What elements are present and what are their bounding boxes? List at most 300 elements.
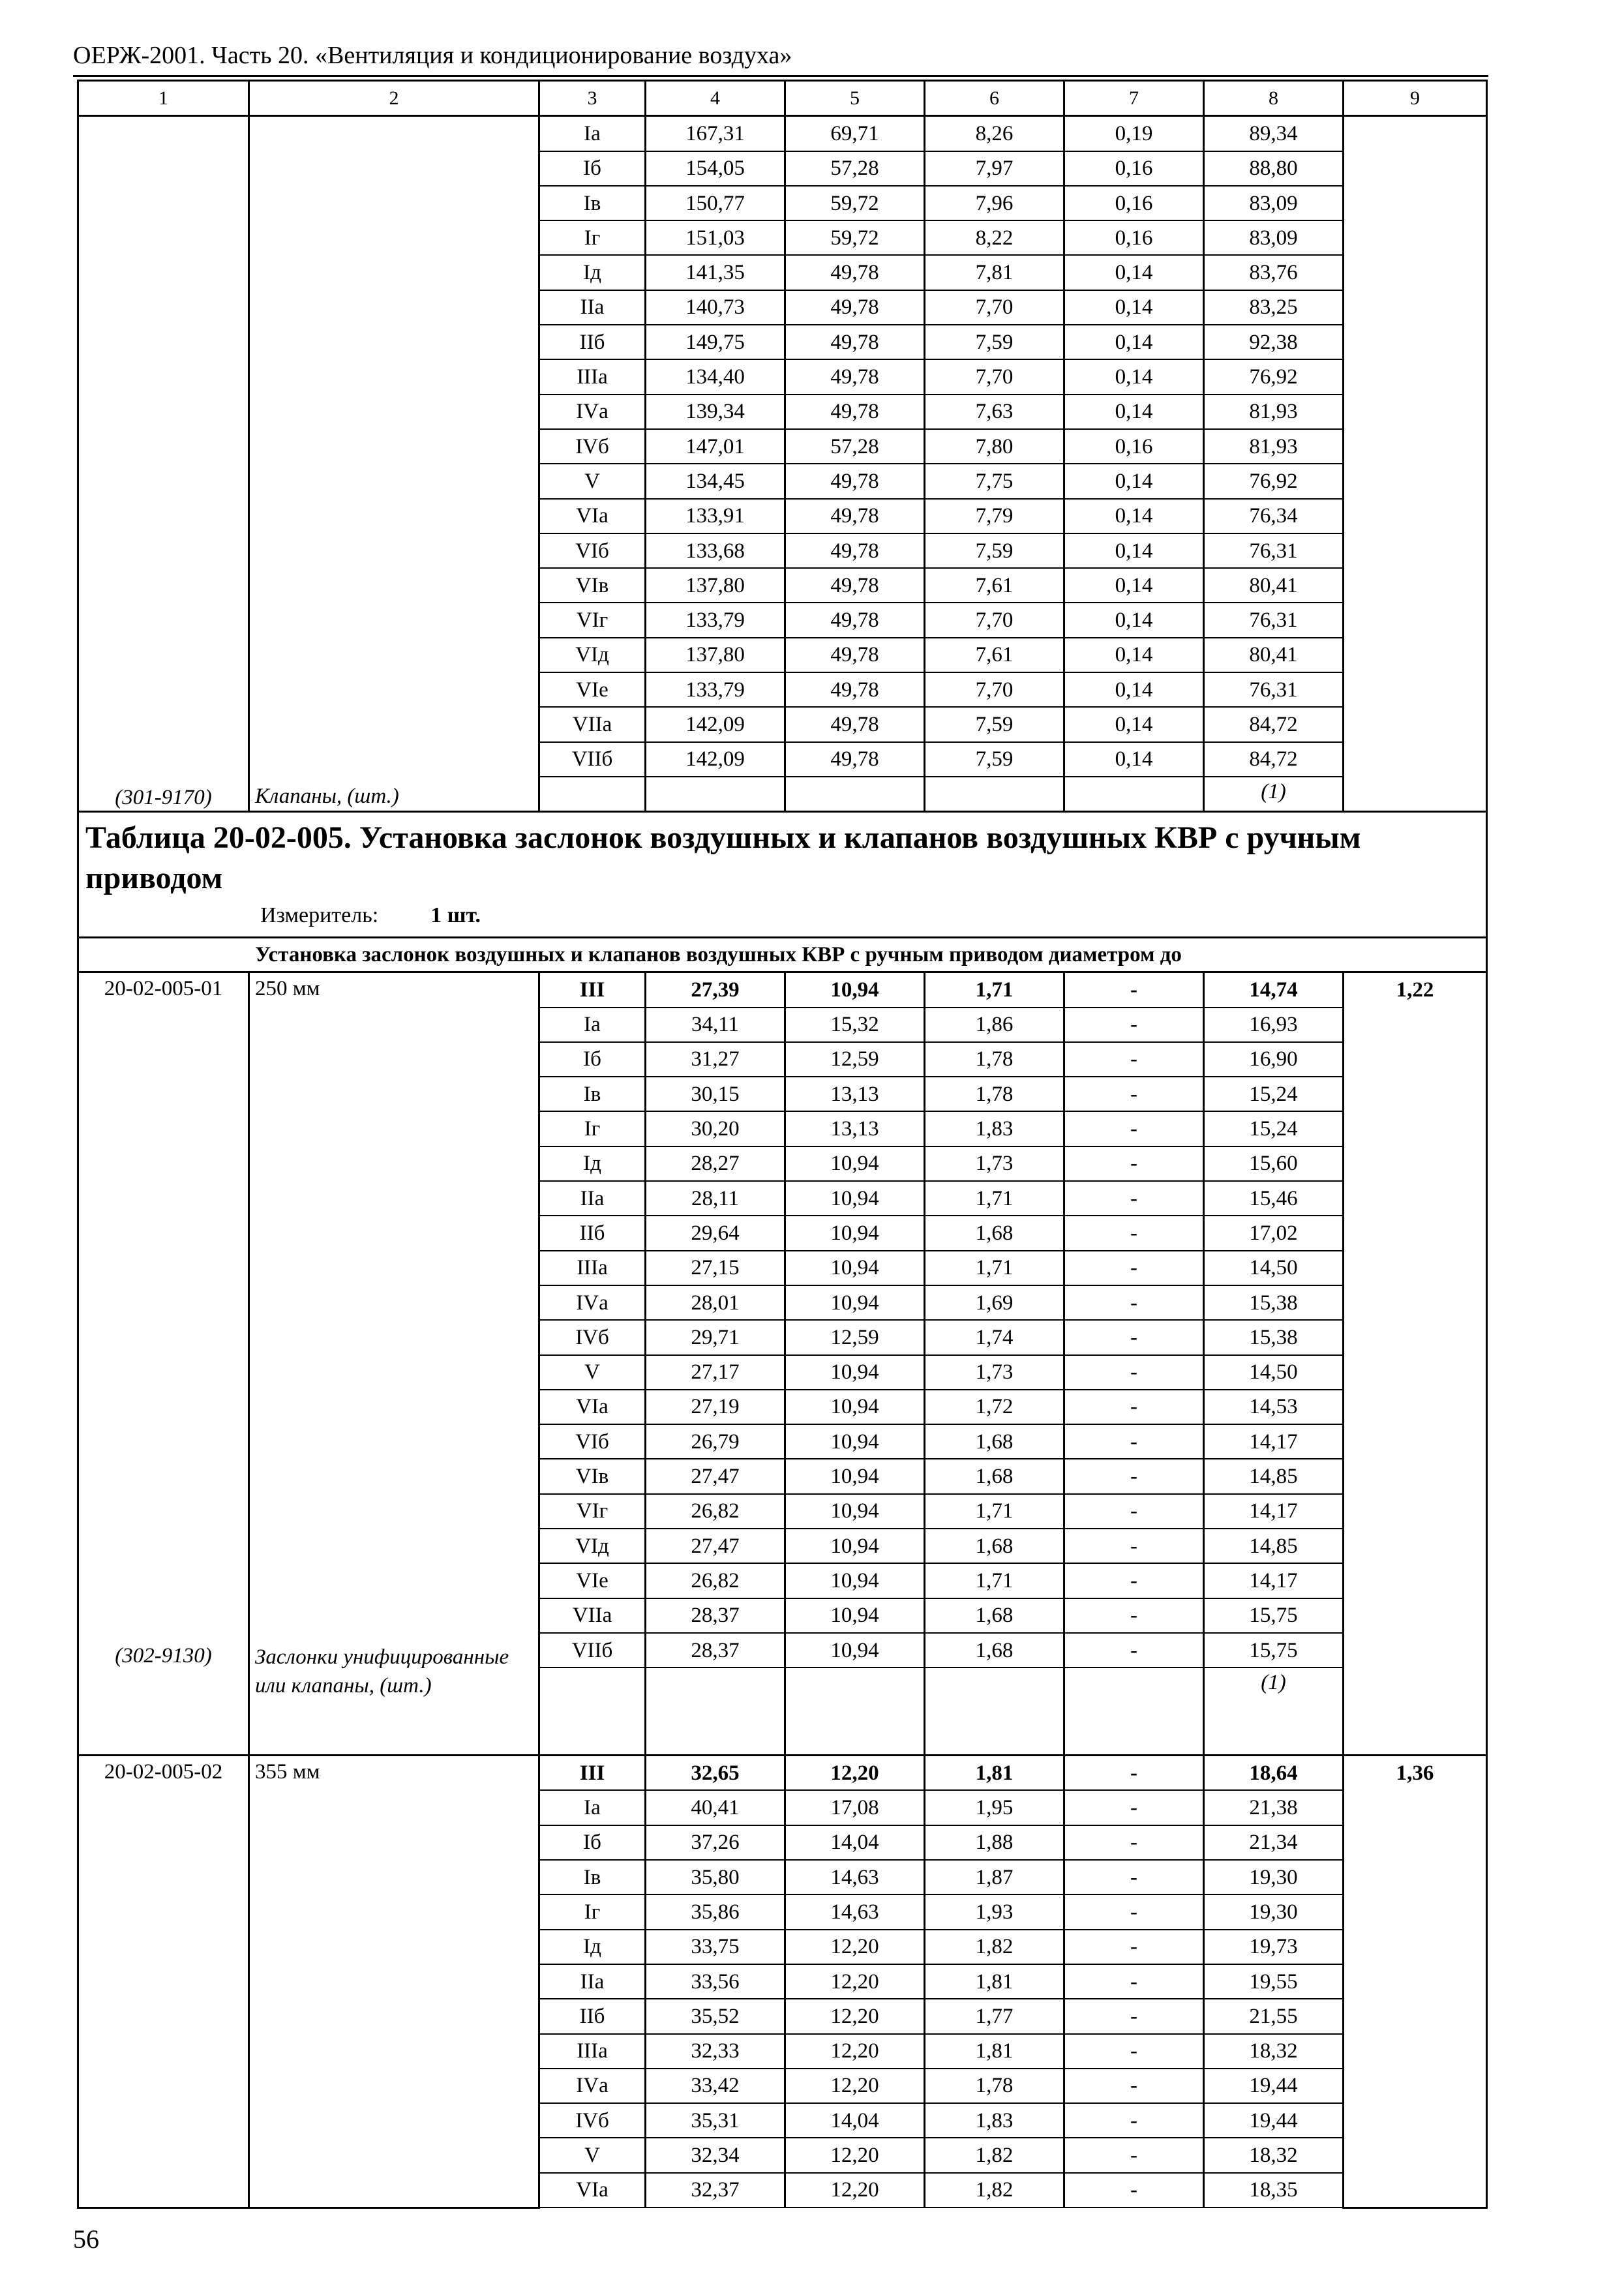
value-cell: -	[1064, 1008, 1204, 1042]
value-cell: Iб	[539, 1042, 646, 1077]
value-cell: 35,31	[646, 2103, 785, 2138]
value-cell: -	[1064, 1494, 1204, 1529]
value-cell: 8,26	[925, 116, 1064, 151]
value-cell: V	[539, 2138, 646, 2172]
value-cell: 69,71	[785, 116, 925, 151]
value-cell: -	[1064, 1999, 1204, 2033]
value-cell: -	[1064, 2173, 1204, 2207]
column-number: 2	[249, 81, 539, 116]
col9-cell: 1,36	[1344, 1756, 1487, 2207]
value-cell: 35,86	[646, 1894, 785, 1929]
column-number: 1	[78, 81, 249, 116]
value-cell: IIа	[539, 1181, 646, 1216]
value-cell: 133,79	[646, 672, 785, 707]
value-cell: 0,14	[1064, 255, 1204, 290]
value-cell: Iд	[539, 1146, 646, 1181]
value-cell: 1,71	[925, 1181, 1064, 1216]
value-cell: 21,55	[1204, 1999, 1344, 2033]
value-cell: V	[539, 464, 646, 498]
resource-qty-cell: (1)	[1204, 1668, 1344, 1756]
item-name-cell	[249, 972, 539, 1756]
value-cell: 10,94	[785, 1181, 925, 1216]
resource-name-cell: Клапаны, (шт.)	[249, 116, 539, 812]
value-cell: 1,68	[925, 1633, 1064, 1668]
value-cell: 14,85	[1204, 1529, 1344, 1563]
value-cell: Iг	[539, 220, 646, 255]
value-cell: 0,14	[1064, 325, 1204, 359]
value-cell: -	[1064, 1964, 1204, 1999]
value-cell: -	[1064, 1146, 1204, 1181]
value-cell: 18,32	[1204, 2138, 1344, 2172]
value-cell: 1,83	[925, 1111, 1064, 1146]
value-cell: 18,35	[1204, 2173, 1344, 2207]
empty-cell	[1064, 777, 1204, 812]
value-cell: 27,15	[646, 1251, 785, 1285]
value-cell: 32,34	[646, 2138, 785, 2172]
value-cell: 49,78	[785, 499, 925, 533]
value-cell: IVб	[539, 429, 646, 464]
value-cell: 10,94	[785, 1598, 925, 1633]
table-row	[78, 972, 1487, 1008]
table-row	[78, 1756, 1487, 1791]
value-cell: 37,26	[646, 1825, 785, 1860]
value-cell: 1,69	[925, 1285, 1064, 1320]
value-cell: 7,59	[925, 533, 1064, 568]
value-cell: 19,30	[1204, 1894, 1344, 1929]
value-cell: 29,71	[646, 1320, 785, 1354]
value-cell: 49,78	[785, 603, 925, 637]
value-cell: 14,17	[1204, 1494, 1344, 1529]
value-cell: -	[1064, 2069, 1204, 2103]
value-cell: 83,76	[1204, 255, 1344, 290]
value-cell: 21,34	[1204, 1825, 1344, 1860]
value-cell: 1,82	[925, 1930, 1064, 1964]
empty-cell	[539, 1668, 646, 1756]
value-cell: 92,38	[1204, 325, 1344, 359]
value-cell: 14,53	[1204, 1390, 1344, 1424]
value-cell: 59,72	[785, 186, 925, 220]
value-cell: 7,70	[925, 603, 1064, 637]
value-cell: 154,05	[646, 151, 785, 186]
value-cell: 88,80	[1204, 151, 1344, 186]
value-cell: -	[1064, 1424, 1204, 1459]
value-cell: 81,93	[1204, 429, 1344, 464]
col9-cell	[1344, 116, 1487, 812]
value-cell: 15,75	[1204, 1598, 1344, 1633]
value-cell: Iб	[539, 1825, 646, 1860]
header-rule	[73, 75, 1488, 77]
value-cell: 1,81	[925, 1756, 1064, 1791]
value-cell: 83,25	[1204, 290, 1344, 325]
value-cell: 76,31	[1204, 603, 1344, 637]
value-cell: IVб	[539, 1320, 646, 1354]
value-cell: Iб	[539, 151, 646, 186]
item-name-cell	[249, 1756, 539, 2207]
value-cell: Iд	[539, 1930, 646, 1964]
value-cell: 15,38	[1204, 1320, 1344, 1354]
value-cell: 19,44	[1204, 2103, 1344, 2138]
value-cell: -	[1064, 1285, 1204, 1320]
empty-cell	[1064, 1668, 1204, 1756]
value-cell: 27,17	[646, 1355, 785, 1390]
value-cell: VIг	[539, 1494, 646, 1529]
value-cell: 49,78	[785, 395, 925, 429]
value-cell: 14,17	[1204, 1424, 1344, 1459]
value-cell: 57,28	[785, 429, 925, 464]
value-cell: VIе	[539, 1563, 646, 1598]
value-cell: 21,38	[1204, 1790, 1344, 1825]
value-cell: 28,11	[646, 1181, 785, 1216]
value-cell: 1,68	[925, 1459, 1064, 1493]
resource-qty-cell: (1)	[1204, 777, 1344, 812]
value-cell: 7,59	[925, 742, 1064, 777]
value-cell: 8,22	[925, 220, 1064, 255]
value-cell: 18,64	[1204, 1756, 1344, 1791]
value-cell: 147,01	[646, 429, 785, 464]
value-cell: 0,14	[1064, 533, 1204, 568]
value-cell: 84,72	[1204, 707, 1344, 741]
value-cell: 142,09	[646, 707, 785, 741]
value-cell: 10,94	[785, 1355, 925, 1390]
value-cell: 28,37	[646, 1598, 785, 1633]
column-number: 5	[785, 81, 925, 116]
value-cell: 0,16	[1064, 151, 1204, 186]
value-cell: 1,78	[925, 2069, 1064, 2103]
value-cell: VIе	[539, 672, 646, 707]
value-cell: 0,14	[1064, 742, 1204, 777]
value-cell: 14,63	[785, 1860, 925, 1894]
value-cell: IVа	[539, 1285, 646, 1320]
value-cell: 0,14	[1064, 568, 1204, 603]
page-header: ОЕРЖ-2001. Часть 20. «Вентиляция и кондиционирование воздуха»	[73, 42, 792, 69]
value-cell: 35,80	[646, 1860, 785, 1894]
value-cell: 12,20	[785, 1964, 925, 1999]
value-cell: 26,82	[646, 1563, 785, 1598]
value-cell: 19,73	[1204, 1930, 1344, 1964]
value-cell: -	[1064, 1529, 1204, 1563]
value-cell: VIа	[539, 1390, 646, 1424]
value-cell: 7,61	[925, 568, 1064, 603]
value-cell: 12,20	[785, 1999, 925, 2033]
value-cell: IVа	[539, 395, 646, 429]
value-cell: 10,94	[785, 1146, 925, 1181]
value-cell: 10,94	[785, 1459, 925, 1493]
value-cell: Iа	[539, 116, 646, 151]
value-cell: 133,68	[646, 533, 785, 568]
value-cell: 27,47	[646, 1529, 785, 1563]
value-cell: IVа	[539, 2069, 646, 2103]
value-cell: Iа	[539, 1790, 646, 1825]
column-number: 9	[1344, 81, 1487, 116]
column-number-row	[78, 81, 1487, 116]
value-cell: VIIб	[539, 742, 646, 777]
value-cell: VIб	[539, 1424, 646, 1459]
value-cell: -	[1064, 1860, 1204, 1894]
value-cell: 1,68	[925, 1598, 1064, 1633]
value-cell: -	[1064, 1077, 1204, 1111]
value-cell: 15,46	[1204, 1181, 1344, 1216]
item-code-cell	[78, 972, 249, 1756]
value-cell: 18,32	[1204, 2034, 1344, 2069]
value-cell: 27,47	[646, 1459, 785, 1493]
value-cell: 28,37	[646, 1633, 785, 1668]
value-cell: 141,35	[646, 255, 785, 290]
value-cell: 1,71	[925, 1494, 1064, 1529]
value-cell: 0,16	[1064, 220, 1204, 255]
value-cell: III	[539, 1756, 646, 1791]
value-cell: 134,45	[646, 464, 785, 498]
value-cell: VIа	[539, 2173, 646, 2207]
value-cell: 10,94	[785, 1633, 925, 1668]
value-cell: 10,94	[785, 1216, 925, 1250]
item-name: 250 мм	[255, 977, 320, 1001]
value-cell: 0,14	[1064, 359, 1204, 394]
value-cell: 1,78	[925, 1042, 1064, 1077]
value-cell: 7,70	[925, 672, 1064, 707]
value-cell: 10,94	[785, 1251, 925, 1285]
subheader-cell: Установка заслонок воздушных и клапанов воздушных КВР с ручным приводом диаметром до	[78, 938, 1487, 972]
value-cell: -	[1064, 1181, 1204, 1216]
value-cell: 1,68	[925, 1529, 1064, 1563]
value-cell: -	[1064, 1390, 1204, 1424]
value-cell: 1,86	[925, 1008, 1064, 1042]
value-cell: 76,34	[1204, 499, 1344, 533]
value-cell: 0,14	[1064, 395, 1204, 429]
value-cell: 76,92	[1204, 359, 1344, 394]
value-cell: 49,78	[785, 359, 925, 394]
value-cell: 15,32	[785, 1008, 925, 1042]
value-cell: 137,80	[646, 638, 785, 672]
value-cell: 28,27	[646, 1146, 785, 1181]
value-cell: 15,75	[1204, 1633, 1344, 1668]
value-cell: 10,94	[785, 1529, 925, 1563]
value-cell: 1,71	[925, 1251, 1064, 1285]
empty-cell	[539, 777, 646, 812]
value-cell: III	[539, 972, 646, 1008]
value-cell: VIд	[539, 1529, 646, 1563]
value-cell: -	[1064, 2034, 1204, 2069]
value-cell: 1,81	[925, 1964, 1064, 1999]
value-cell: 0,14	[1064, 499, 1204, 533]
value-cell: 26,82	[646, 1494, 785, 1529]
value-cell: 49,78	[785, 568, 925, 603]
value-cell: 1,71	[925, 972, 1064, 1008]
item-code: 20-02-005-02	[104, 1760, 223, 1784]
value-cell: 1,73	[925, 1146, 1064, 1181]
value-cell: V	[539, 1355, 646, 1390]
value-cell: VIб	[539, 533, 646, 568]
value-cell: 29,64	[646, 1216, 785, 1250]
value-cell: 13,13	[785, 1077, 925, 1111]
value-cell: VIв	[539, 1459, 646, 1493]
value-cell: 150,77	[646, 186, 785, 220]
value-cell: 7,70	[925, 290, 1064, 325]
value-cell: 1,71	[925, 1563, 1064, 1598]
value-cell: 49,78	[785, 742, 925, 777]
value-cell: 15,38	[1204, 1285, 1344, 1320]
value-cell: 28,01	[646, 1285, 785, 1320]
value-cell: Iг	[539, 1894, 646, 1929]
value-cell: 7,79	[925, 499, 1064, 533]
value-cell: 12,20	[785, 2069, 925, 2103]
value-cell: 83,09	[1204, 186, 1344, 220]
value-cell: VIIб	[539, 1633, 646, 1668]
value-cell: 1,87	[925, 1860, 1064, 1894]
value-cell: 14,74	[1204, 972, 1344, 1008]
empty-cell	[646, 777, 785, 812]
value-cell: 49,78	[785, 533, 925, 568]
value-cell: 76,92	[1204, 464, 1344, 498]
value-cell: 7,75	[925, 464, 1064, 498]
value-cell: Iв	[539, 186, 646, 220]
table-title-row	[78, 812, 1487, 938]
value-cell: -	[1064, 1598, 1204, 1633]
value-cell: 140,73	[646, 290, 785, 325]
value-cell: 49,78	[785, 672, 925, 707]
value-cell: 10,94	[785, 972, 925, 1008]
empty-cell	[785, 777, 925, 812]
value-cell: 1,93	[925, 1894, 1064, 1929]
value-cell: 83,09	[1204, 220, 1344, 255]
value-cell: 133,79	[646, 603, 785, 637]
value-cell: -	[1064, 1790, 1204, 1825]
measure-value: 1 шт.	[430, 903, 481, 928]
value-cell: IIIа	[539, 2034, 646, 2069]
value-cell: 1,72	[925, 1390, 1064, 1424]
value-cell: 12,59	[785, 1042, 925, 1077]
value-cell: 14,50	[1204, 1251, 1344, 1285]
value-cell: 7,59	[925, 325, 1064, 359]
value-cell: 7,59	[925, 707, 1064, 741]
value-cell: 40,41	[646, 1790, 785, 1825]
empty-cell	[925, 777, 1064, 812]
value-cell: 14,04	[785, 2103, 925, 2138]
value-cell: 12,59	[785, 1320, 925, 1354]
item-code: 20-02-005-01	[104, 977, 223, 1001]
value-cell: 1,78	[925, 1077, 1064, 1111]
column-number: 3	[539, 81, 646, 116]
value-cell: 7,97	[925, 151, 1064, 186]
value-cell: 1,77	[925, 1999, 1064, 2033]
value-cell: -	[1064, 1355, 1204, 1390]
value-cell: 10,94	[785, 1494, 925, 1529]
subheader-row	[78, 938, 1487, 972]
value-cell: -	[1064, 1563, 1204, 1598]
value-cell: 133,91	[646, 499, 785, 533]
value-cell: 14,85	[1204, 1459, 1344, 1493]
item-code-cell	[78, 1756, 249, 2207]
value-cell: 1,82	[925, 2173, 1064, 2207]
value-cell: 32,65	[646, 1756, 785, 1791]
value-cell: -	[1064, 1930, 1204, 1964]
value-cell: 49,78	[785, 464, 925, 498]
value-cell: -	[1064, 1111, 1204, 1146]
value-cell: 0,16	[1064, 429, 1204, 464]
value-cell: Iа	[539, 1008, 646, 1042]
value-cell: 80,41	[1204, 568, 1344, 603]
value-cell: Iв	[539, 1077, 646, 1111]
value-cell: 0,19	[1064, 116, 1204, 151]
value-cell: 7,81	[925, 255, 1064, 290]
value-cell: 84,72	[1204, 742, 1344, 777]
value-cell: 49,78	[785, 290, 925, 325]
value-cell: 0,14	[1064, 707, 1204, 741]
value-cell: 10,94	[785, 1563, 925, 1598]
value-cell: 7,80	[925, 429, 1064, 464]
value-cell: 1,74	[925, 1320, 1064, 1354]
value-cell: 76,31	[1204, 672, 1344, 707]
value-cell: 0,14	[1064, 672, 1204, 707]
value-cell: -	[1064, 1320, 1204, 1354]
empty-cell	[785, 1668, 925, 1756]
value-cell: 7,61	[925, 638, 1064, 672]
value-cell: 14,50	[1204, 1355, 1344, 1390]
value-cell: -	[1064, 1251, 1204, 1285]
value-cell: 0,14	[1064, 464, 1204, 498]
value-cell: 12,20	[785, 2173, 925, 2207]
value-cell: 59,72	[785, 220, 925, 255]
value-cell: 89,34	[1204, 116, 1344, 151]
value-cell: 30,15	[646, 1077, 785, 1111]
value-cell: 1,68	[925, 1216, 1064, 1250]
value-cell: 1,82	[925, 2138, 1064, 2172]
value-cell: 30,20	[646, 1111, 785, 1146]
resource-name: Заслонки унифицированные или клапаны, (шт.)	[255, 1645, 509, 1698]
value-cell: 12,20	[785, 2034, 925, 2069]
value-cell: 134,40	[646, 359, 785, 394]
value-cell: 15,24	[1204, 1111, 1344, 1146]
value-cell: -	[1064, 1459, 1204, 1493]
value-cell: -	[1064, 1042, 1204, 1077]
value-cell: 32,33	[646, 2034, 785, 2069]
value-cell: 10,94	[785, 1424, 925, 1459]
empty-cell	[646, 1668, 785, 1756]
value-cell: VIд	[539, 638, 646, 672]
price-table	[77, 80, 1488, 2209]
value-cell: 0,14	[1064, 638, 1204, 672]
value-cell: 167,31	[646, 116, 785, 151]
value-cell: VIв	[539, 568, 646, 603]
value-cell: 0,14	[1064, 603, 1204, 637]
value-cell: 27,39	[646, 972, 785, 1008]
value-cell: 19,55	[1204, 1964, 1344, 1999]
value-cell: 26,79	[646, 1424, 785, 1459]
value-cell: IIа	[539, 1964, 646, 1999]
value-cell: Iд	[539, 255, 646, 290]
value-cell: 57,28	[785, 151, 925, 186]
value-cell: 34,11	[646, 1008, 785, 1042]
value-cell: 15,24	[1204, 1077, 1344, 1111]
column-number: 4	[646, 81, 785, 116]
value-cell: 7,96	[925, 186, 1064, 220]
value-cell: 7,63	[925, 395, 1064, 429]
value-cell: 33,56	[646, 1964, 785, 1999]
value-cell: 1,83	[925, 2103, 1064, 2138]
value-cell: IIб	[539, 1999, 646, 2033]
value-cell: 151,03	[646, 220, 785, 255]
value-cell: 1,73	[925, 1355, 1064, 1390]
resource-code-cell: (301-9170)	[78, 116, 249, 812]
value-cell: VIIа	[539, 1598, 646, 1633]
table-row	[78, 116, 1487, 151]
value-cell: 49,78	[785, 707, 925, 741]
value-cell: 16,90	[1204, 1042, 1344, 1077]
value-cell: -	[1064, 1633, 1204, 1668]
value-cell: IIIа	[539, 1251, 646, 1285]
measure-label: Измеритель:	[260, 903, 379, 928]
value-cell: 1,68	[925, 1424, 1064, 1459]
column-number: 6	[925, 81, 1064, 116]
